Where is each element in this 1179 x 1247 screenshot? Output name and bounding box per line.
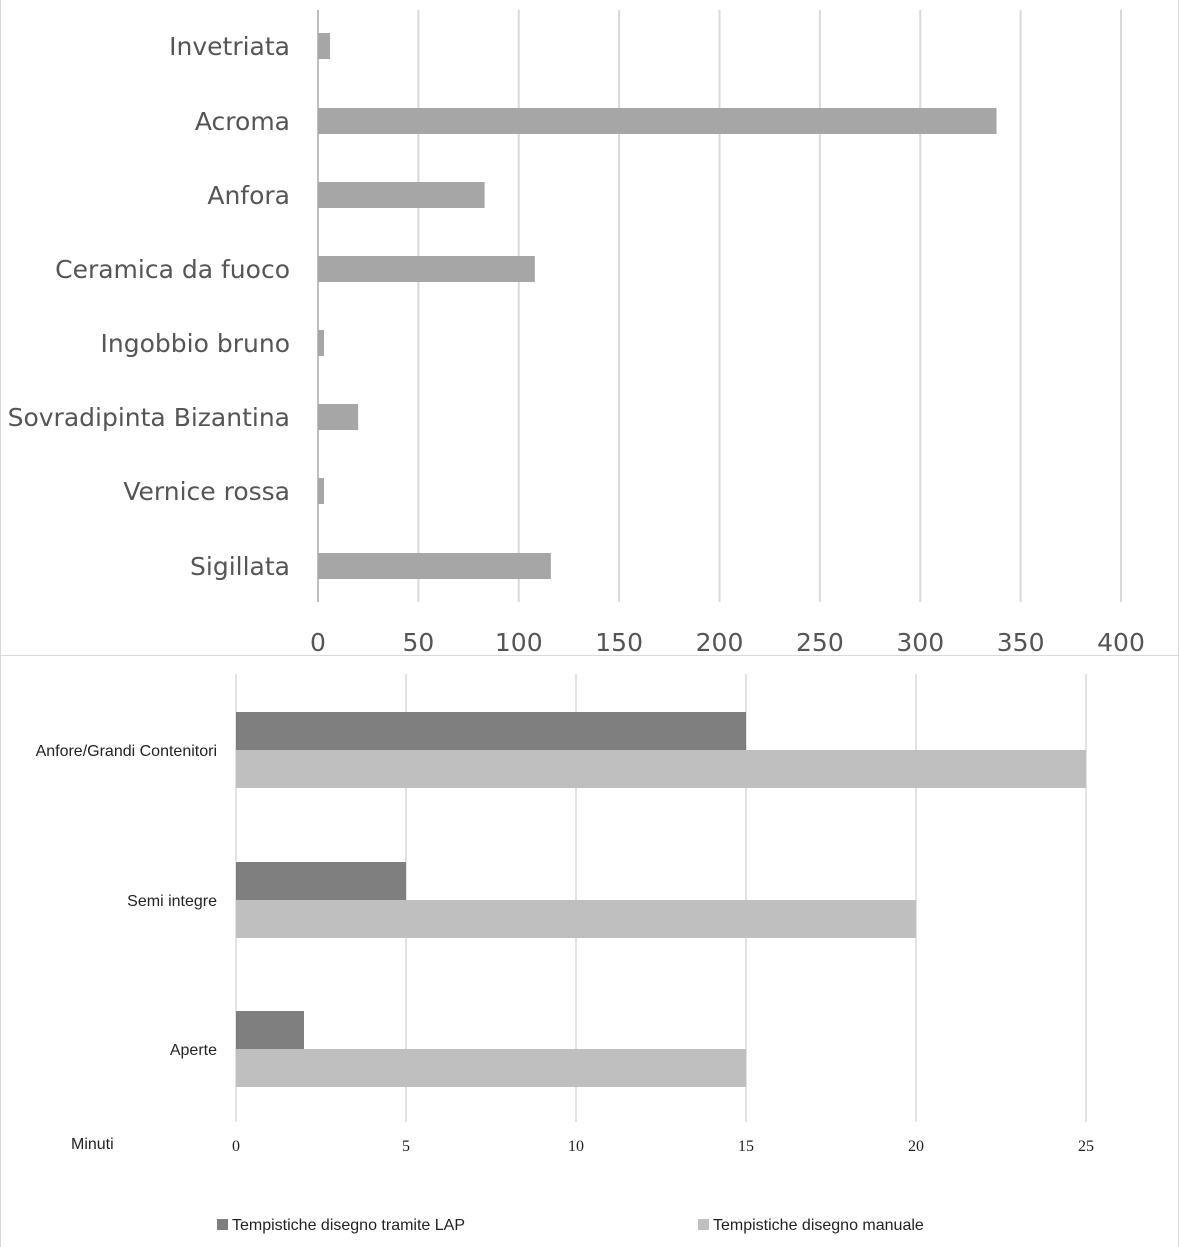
bar-tempistiche-disegno-tramite-lap-semi-integre bbox=[236, 862, 406, 900]
category-label-anfore-grandi-contenitori: Anfore/Grandi Contenitori bbox=[35, 743, 217, 760]
x-axis-label: Minuti bbox=[71, 1136, 114, 1153]
bar-invetriata bbox=[318, 33, 330, 59]
category-label-sovradipinta-bizantina: Sovradipinta Bizantina bbox=[7, 403, 290, 432]
x-tick-label: 350 bbox=[996, 628, 1045, 656]
bar-tempistiche-disegno-manuale-semi-integre bbox=[236, 900, 916, 938]
x-tick-label: 5 bbox=[402, 1138, 410, 1155]
x-tick-label: 200 bbox=[695, 628, 744, 656]
category-label-ingobbio-bruno: Ingobbio bruno bbox=[100, 329, 290, 358]
bar-tempistiche-disegno-manuale-anfore-grandi-contenitori bbox=[236, 750, 1086, 788]
category-label-semi-integre: Semi integre bbox=[127, 893, 217, 910]
x-tick-label: 15 bbox=[738, 1138, 754, 1155]
bar-sigillata bbox=[318, 553, 551, 579]
bar-tempistiche-disegno-tramite-lap-anfore-grandi-contenitori bbox=[236, 712, 746, 750]
bar-ceramica-da-fuoco bbox=[318, 256, 535, 282]
category-label-aperte: Aperte bbox=[169, 1042, 217, 1059]
x-tick-label: 100 bbox=[494, 628, 543, 656]
bar-chart-ceramic-counts bbox=[1, 0, 1179, 656]
legend-swatch-tempistiche-disegno-manuale bbox=[698, 1219, 709, 1230]
category-label-invetriata: Invetriata bbox=[169, 32, 290, 61]
bar-tempistiche-disegno-tramite-lap-aperte bbox=[236, 1011, 304, 1049]
bar-sovradipinta-bizantina bbox=[318, 404, 358, 430]
x-tick-label: 10 bbox=[568, 1138, 584, 1155]
x-tick-label: 0 bbox=[232, 1138, 240, 1155]
legend-label-tempistiche-disegno-manuale: Tempistiche disegno manuale bbox=[713, 1217, 924, 1234]
x-tick-label: 0 bbox=[310, 628, 326, 656]
category-label-sigillata: Sigillata bbox=[190, 552, 290, 581]
category-label-vernice-rossa: Vernice rossa bbox=[123, 477, 290, 506]
bar-acroma bbox=[318, 108, 997, 134]
bar-tempistiche-disegno-manuale-aperte bbox=[236, 1049, 746, 1087]
x-tick-label: 25 bbox=[1078, 1138, 1094, 1155]
legend-label-tempistiche-disegno-tramite-lap: Tempistiche disegno tramite LAP bbox=[232, 1217, 465, 1234]
legend-swatch-tempistiche-disegno-tramite-lap bbox=[217, 1219, 228, 1230]
chart-drawing-times bbox=[0, 656, 1179, 1247]
bar-chart-drawing-times bbox=[1, 656, 1179, 1247]
x-tick-label: 300 bbox=[896, 628, 945, 656]
category-label-ceramica-da-fuoco: Ceramica da fuoco bbox=[55, 255, 290, 284]
bar-vernice-rossa bbox=[318, 478, 324, 504]
category-label-anfora: Anfora bbox=[207, 181, 290, 210]
x-tick-label: 400 bbox=[1097, 628, 1145, 656]
x-tick-label: 150 bbox=[595, 628, 643, 656]
category-label-acroma: Acroma bbox=[194, 107, 290, 136]
x-tick-label: 250 bbox=[796, 628, 844, 656]
bar-anfora bbox=[318, 182, 485, 208]
bar-ingobbio-bruno bbox=[318, 330, 324, 356]
x-tick-label: 20 bbox=[908, 1138, 924, 1155]
x-tick-label: 50 bbox=[402, 628, 435, 656]
